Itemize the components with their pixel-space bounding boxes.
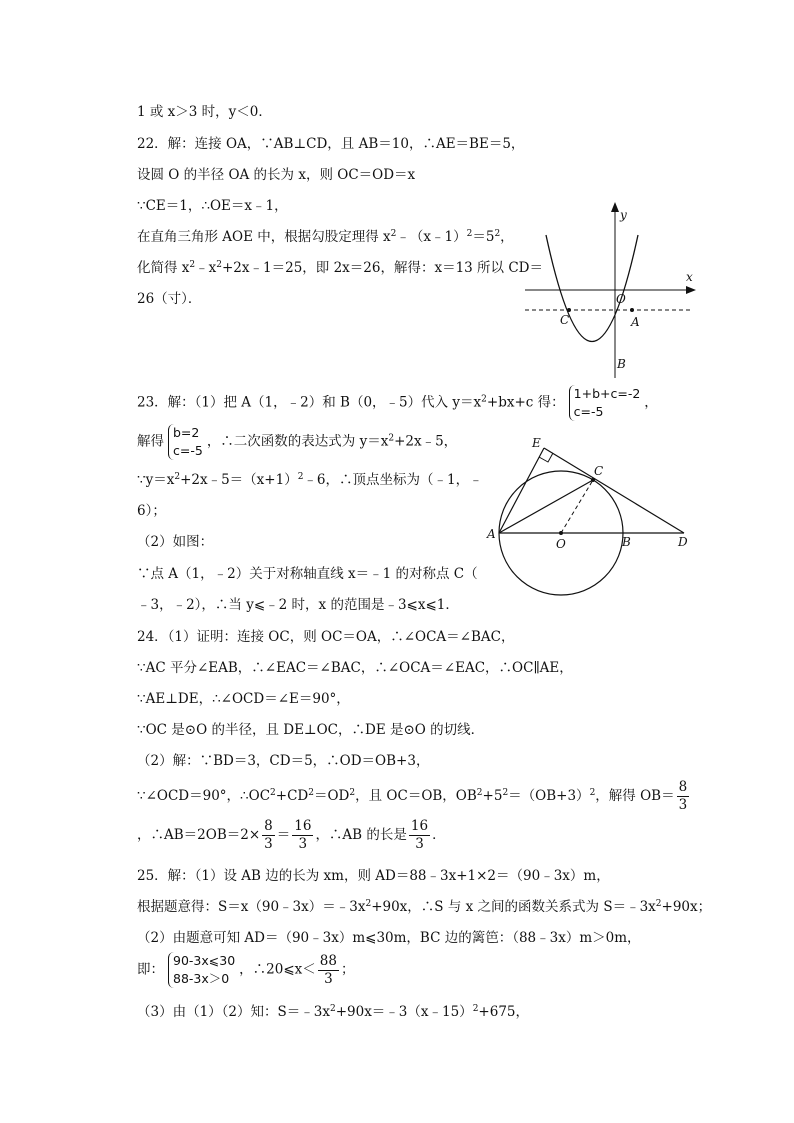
exponent: 2 [308,788,314,798]
exponent: 2 [472,1004,479,1014]
radius-oc [561,480,593,533]
text-segment: +CD [275,788,309,804]
exponent: 2 [466,229,473,239]
denominator: 3 [298,836,308,852]
text-segment: ∵y＝x [137,472,175,488]
text-line: 26（寸）． [137,291,202,307]
fraction [409,818,430,853]
exponent: 2 [174,472,181,482]
exponent: 2 [297,472,304,482]
text-line: ∵OC 是⊙O 的半径，且 DE⊥OC，∴DE 是⊙O 的切线． [137,722,485,738]
text-segment: 化简得 x [137,260,190,276]
point-o-dot [559,531,563,535]
text-line [137,1003,529,1021]
text-line: ∵CE＝1，∴OE＝x﹣1， [137,198,288,214]
equation-system [168,424,203,460]
text-segment: ， [500,229,514,245]
fraction [292,818,313,853]
equation-system [569,385,641,421]
text-segment: ＝OD [313,788,350,804]
denominator: 3 [415,836,424,852]
y-axis-arrow [611,202,619,212]
text-segment: ＝5 [472,229,495,245]
text-segment: ，∴20⩽x＜ [239,961,316,978]
text-segment: ﹣6，∴顶点坐标为（﹣1，﹣ [303,472,483,488]
point-c-dot [591,478,595,482]
exponent: 2 [476,788,483,798]
text-line [137,952,354,988]
text-segment: ， [644,394,658,411]
point-c-dot [567,308,571,312]
point-a-label: A [631,315,640,329]
text-line [137,471,483,489]
text-segment: 解得 [137,433,164,450]
text-segment: +90x； [661,899,712,915]
exponent: 2 [390,229,397,239]
numerator: 16 [410,818,429,834]
text-line: ∵AE⊥DE，∴∠OCD＝∠E＝90°， [137,691,350,707]
text-segment: ，且 OC＝OB，OB [355,788,477,804]
text-line: 设圆 O 的半径 OA 的长为 x，则 OC＝OD＝x [137,167,416,183]
axis-x-label: x [686,270,693,284]
origin-label: O [616,292,626,306]
text-line: （2）解：∵BD＝3，CD＝5，∴OD＝OB+3， [137,753,430,769]
text-segment: 即： [137,961,164,978]
text-segment: ，∴AB＝2OB＝2× [137,827,261,843]
text-line: 1 或 x＞3 时，y＜0． [137,104,272,120]
exponent: 2 [216,260,222,270]
exponent: 2 [329,1004,336,1014]
equation: b=2 [173,425,200,440]
equation: c=-5 [573,404,604,419]
exponent: 2 [189,260,196,270]
denominator: 3 [678,797,688,813]
parabola-figure [520,200,700,382]
text-segment: +2x﹣5， [394,433,458,450]
numerator: 8 [678,779,688,795]
text-segment: ，解得 OB＝ [595,788,675,804]
text-segment: ＝ [276,827,291,843]
exponent: 2 [349,788,356,798]
text-line [137,779,691,814]
point-c-label: C [560,313,570,327]
exponent: 2 [388,433,395,444]
text-line [137,259,543,277]
text-line [137,228,514,246]
point-a-dot [630,308,634,312]
point-b-label: B [617,357,626,371]
text-line: ﹣3，﹣2），∴当 y⩽﹣2 时，x 的范围是﹣3⩽x⩽1． [137,597,459,613]
text-line: （2）由题意可知 AD＝（90﹣3x）m⩽30m，BC 边的篱笆：（88﹣3x）m＞0m， [137,930,641,946]
text-segment: ﹣x [195,260,217,276]
text-line: ∵点 A（1，﹣2）关于对称轴直线 x＝﹣1 的对称点 C（ [137,566,478,582]
equation: 1+b+c=-2 [573,386,641,401]
circle-figure [484,432,700,602]
text-segment: +90x，∴S 与 x 之间的函数关系式为 S＝﹣3x [371,899,656,915]
text-segment: +5 [482,788,503,804]
denominator: 3 [324,970,333,987]
text-segment: ＝（OB+3） [508,788,590,804]
exponent: 2 [270,788,276,798]
text-segment: ； [340,961,355,978]
text-segment: ，∴AB 的长是 [315,827,407,843]
text-segment: +675， [478,1004,530,1020]
equation-system [168,952,235,988]
text-segment: ． [432,827,446,843]
text-segment: +bx+c 得： [486,394,565,411]
numerator: 8 [264,818,273,834]
problem-24-line: 24．（1）证明：连接 OC，则 OC＝OA，∴∠OCA＝∠BAC， [137,629,515,645]
problem-23-line [137,385,658,421]
text-line: （2）如图： [137,534,214,550]
point-d-label: D [678,535,688,549]
exponent: 2 [481,394,487,405]
exponent: 2 [589,788,596,798]
numerator: 16 [294,818,312,834]
axis-y-label: y [620,208,627,222]
tangent-ed [544,448,684,533]
point-c-label: C [594,464,604,478]
text-segment: +2x﹣5＝（x+1） [180,472,298,488]
point-e-label: E [532,436,541,450]
denominator: 3 [264,836,273,852]
text-line: ∵AC 平分∠EAB，∴∠EAC＝∠BAC，∴∠OCA＝∠EAC，∴OC∥AE， [137,660,573,676]
exponent: 2 [502,788,509,798]
exponent: 2 [365,899,372,909]
exponent: 2 [494,229,501,239]
text-line [137,818,446,853]
numerator: 88 [319,952,337,969]
equation: 88-3x＞0 [173,971,230,986]
text-line: 6）； [137,503,166,519]
fraction [677,779,690,814]
text-segment: +2x﹣1＝25，即 2x＝26，解得：x＝13 所以 CD＝ [222,260,543,276]
fraction [262,818,275,853]
x-axis-arrow [686,286,696,294]
text-segment: ，∴二次函数的表达式为 y＝x [206,433,389,450]
text-segment: 23．解：（1）把 A（1，﹣2）和 B（0，﹣5）代入 y＝x [137,394,482,411]
equation: c=-5 [173,443,203,458]
point-o-label: O [556,537,566,551]
text-segment: 在直角三角形 AOE 中，根据勾股定理得 x [137,229,391,245]
text-line [137,898,711,916]
text-segment: +90x＝﹣3（x﹣15） [335,1004,473,1020]
text-segment: 根据题意得：S＝x（90﹣3x）＝﹣3x [137,899,366,915]
text-line [137,424,457,460]
text-segment: ∵∠OCD＝90°，∴OC [137,788,271,804]
problem-25-line: 25．解：（1）设 AB 边的长为 xm，则 AD＝88﹣3x+1×2＝（90﹣3x）m， [137,868,610,884]
fraction [318,953,339,988]
problem-22-line: 22．解：连接 OA，∵AB⊥CD，且 AB＝10，∴AE＝BE＝5， [137,136,525,152]
equation: 90-3x⩽30 [173,953,236,968]
point-b-label: B [622,535,631,549]
point-a-label: A [487,527,496,541]
text-segment: （3）由（1）（2）知：S＝﹣3x [137,1004,330,1020]
text-segment: ﹣（x﹣1） [396,229,467,245]
exponent: 2 [655,899,662,909]
